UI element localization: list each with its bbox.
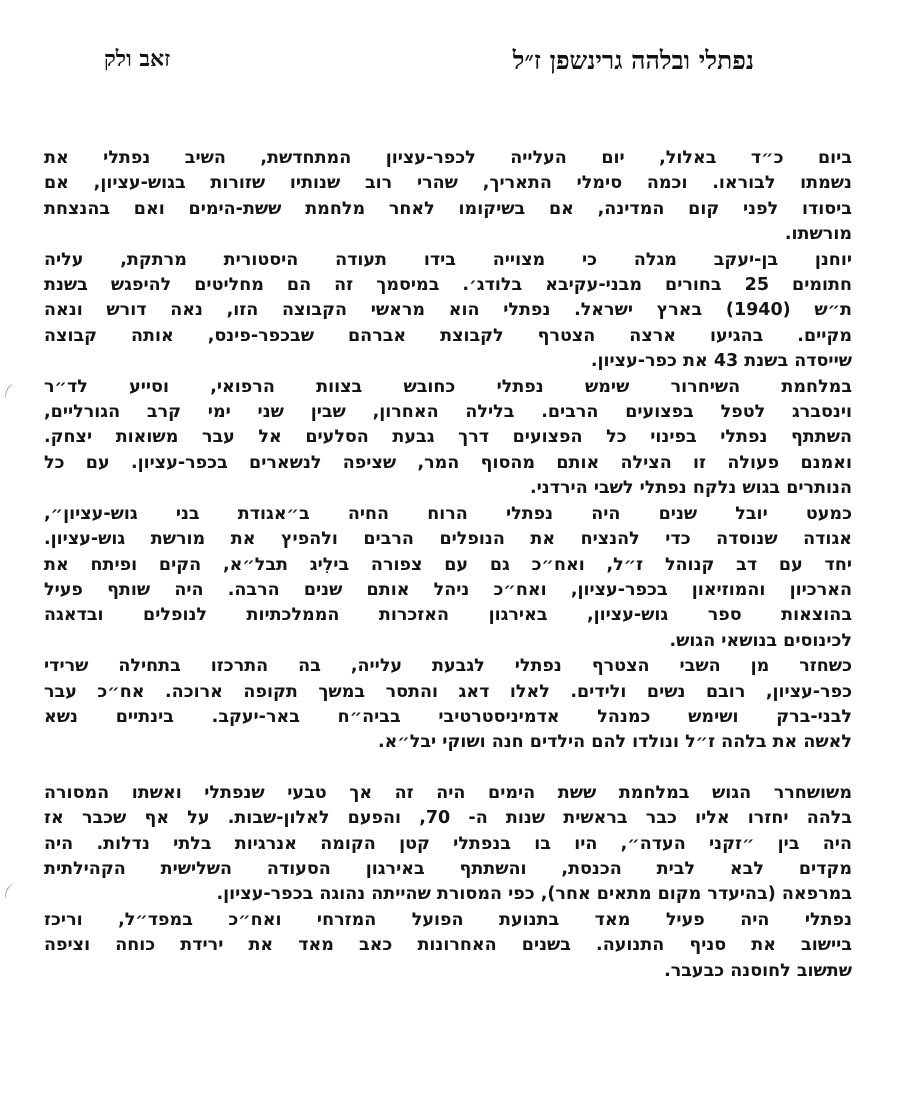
paragraph bbox=[44, 248, 852, 375]
text-line: הארכיון והמוזיאון בכפר-עציון, ואח״כ ניהל אותם שנים הרבה. היה שותף פעיל bbox=[44, 579, 852, 600]
scan-mark bbox=[3, 383, 18, 401]
text-line: בהוצאות ספר גוש-עציון, באירגון האזכרות הממלכתיות לנופלים ובדאגה bbox=[44, 605, 852, 626]
text-line: נפתלי היה פעיל מאד בתנועת הפועל המזרחי ואח״כ במפד״ל, וריכז bbox=[44, 909, 852, 930]
text-line: לאשה את בלהה ז״ל ונולדו להם הילדים חנה ושוקי יבל״א. bbox=[377, 732, 852, 753]
text-line: ביישוב את סניף התנועה. בשנים האחרונות כאב מאד את ירידת כוחה וציפה bbox=[44, 935, 852, 956]
document-author: זאב ולק bbox=[104, 46, 171, 72]
text-line: במרפאה (בהיעדר מקום מתאים אחר), כפי המסורת שהייתה נהוגה בכפר-עציון. bbox=[216, 884, 852, 905]
text-line: נשמתו לבוראו. וכמה סימלי התאריך, שהרי רוב שנותיו שזורות בגוש-עציון, אם bbox=[44, 173, 852, 194]
text-line: היה בין ״זקני העדה״, היו בו בנפתלי קטן הקומה אנרגיות בלתי נדלות. היה bbox=[44, 833, 852, 854]
paragraph bbox=[44, 654, 852, 756]
text-line: וינסברג לטפל בפצועים הרבים. בלילה האחרון, שבין שני ימי קרב הגורליים, bbox=[44, 402, 852, 423]
text-line: במלחמת השיחרור שימש נפתלי כחובש בצוות הרפואי, וסייע לד״ר bbox=[44, 376, 852, 397]
text-line: הנותרים בגוש נלקח נפתלי לשבי הירדני. bbox=[530, 478, 852, 499]
text-line: כפר-עציון, רובם נשים ולידים. לאלו דאג והתסר במשך תקופה ארוכה. אח״כ עבר bbox=[44, 681, 852, 702]
text-line: מקדים לבא לבית הכנסת, והשתתף באירגון הסעודה השלישית הקהילתית bbox=[44, 858, 852, 879]
text-line: לבני-ברק ושימש כמנהל אדמיניסטרטיבי בביה״ח באר-יעקב. בינתיים נשא bbox=[44, 706, 852, 727]
paragraph bbox=[44, 502, 852, 654]
text-line: ואמנם פעולה זו הצילה אותם מהסוף המר, שציפה לנשארים בכפר-עציון. עם כל bbox=[44, 452, 852, 473]
text-line: שייסדה בשנת 43 את כפר-עציון. bbox=[590, 351, 852, 372]
text-line: בלהה יחזרו אליו כבר בראשית שנות ה- 70, והפעם לאלון-שבות. על אף שכבר אז bbox=[44, 808, 853, 829]
text-line: חתומים 25 בחורים מבני-עקיבא בלודג׳. במיסמך זה הם מחליטים להיפגש בשנת bbox=[44, 275, 853, 296]
text-line: לכינוסים בנושאי הגוש. bbox=[669, 630, 852, 651]
scan-mark bbox=[3, 883, 18, 901]
text-line: ביום כ״ד באלול, יום העלייה לכפר-עציון המתחדשת, השיב נפתלי את bbox=[44, 148, 852, 168]
text-line: מורשתו. bbox=[784, 224, 852, 245]
text-line: השתתף נפתלי בפינוי כל הפצועים דרך גבעת הסלעים אל עבר משואות יצחק. bbox=[44, 427, 852, 448]
paragraph bbox=[44, 781, 852, 908]
text-line: ביסודו לפני קום המדינה, אם בשיקומו לאחר מלחמת ששת-הימים ואם בהנצחת bbox=[44, 198, 852, 219]
paragraph bbox=[44, 375, 852, 502]
document-body bbox=[44, 146, 852, 984]
paragraph-gap bbox=[44, 756, 852, 781]
paragraph bbox=[44, 908, 852, 984]
text-line: יוחנן בן-יעקב מגלה כי מצוייה בידו תעודה היסטורית מרתקת, עליה bbox=[44, 249, 852, 270]
text-line: מקיים. בהגיעו ארצה הצטרף לקבוצת אברהם שבכפר-פינס, אותה קבוצה bbox=[44, 325, 852, 346]
text-line: יחד עם דב קנוהל ז״ל, ואח״כ גם עם צפורה בילִיג תבל״א, הקים ופיתח את bbox=[44, 554, 852, 575]
text-line: משושחרר הגוש במלחמת ששת הימים היה זה אך טבעי שנפתלי ואשתו המסורה bbox=[44, 782, 852, 803]
paragraph bbox=[44, 146, 852, 248]
text-line: ת״ש (1940) בארץ ישראל. נפתלי הוא מראשי הקבוצה הזו, נאה דורש ונאה bbox=[44, 300, 853, 321]
text-line: שתשוב לחוסנה כבעבר. bbox=[664, 960, 852, 981]
text-line: כמעט יובל שנים היה נפתלי הרוח החיה ב״אגודת בני גוש-עציון״, bbox=[44, 503, 852, 524]
text-line: כשחזר מן השבי הצטרף נפתלי לגבעת עלייה, בה התרכזו בתחילה שרידי bbox=[44, 656, 852, 677]
text-line: אגודה שנוסדה כדי להנציח את הנופלים הרבים ולהפיץ את מורשת גוש-עציון. bbox=[44, 529, 852, 550]
document-title: נפתלי ובלהה גרינשפן ז״ל bbox=[512, 46, 754, 75]
